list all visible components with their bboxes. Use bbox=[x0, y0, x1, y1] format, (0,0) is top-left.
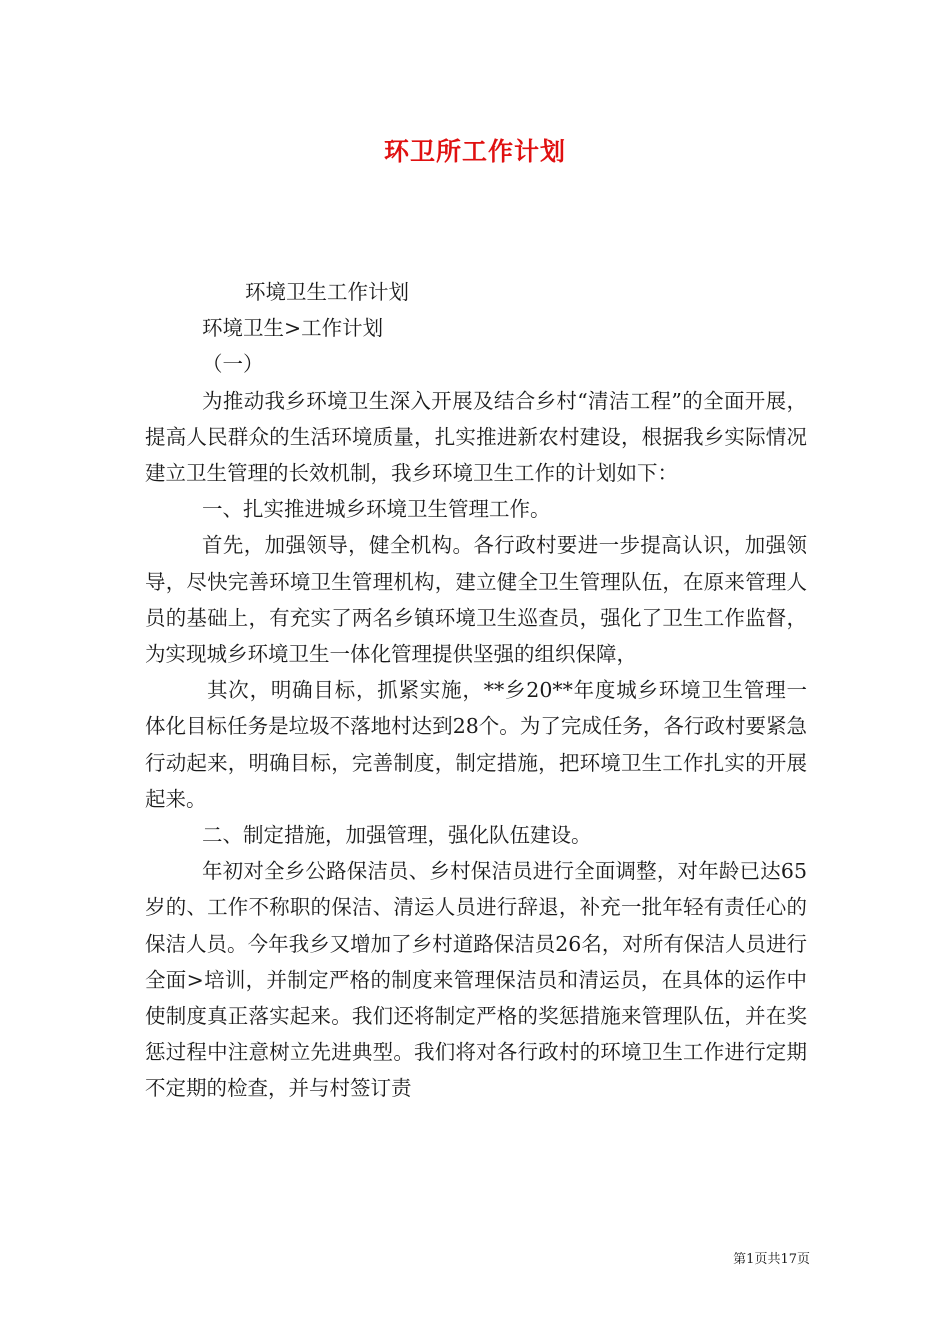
document-title: 环卫所工作计划 bbox=[383, 137, 566, 166]
paragraph-staff: 年初对全乡公路保洁员、乡村保洁员进行全面调整，对年龄已达65岁的、工作不称职的保洁、清运人员进行辞退，补充一批年轻有责任心的保洁人员。今年我乡又增加了乡村道路保洁员26名，对所有保洁人员进行全面>培训，并制定严格的制度来管理保洁员和清运员，在具体的运作中使制度真正落实起来。我们还将制定严格的奖惩措施来管理队伍，并在奖惩过程中注意树立先进典型。我们将对各行政村的环境卫生工作进行定期不定期的检查，并与村签订责 bbox=[145, 859, 807, 1101]
page-number: 第1页共17页 bbox=[733, 1252, 810, 1267]
section-marker: （一） bbox=[202, 352, 264, 377]
paragraph-first: 首先，加强领导，健全机构。各行政村要进一步提高认识，加强领导，尽快完善环境卫生管理机构，建立健全卫生管理队伍，在原来管理人员的基础上，有充实了两名乡镇环境卫生巡查员，强化了卫生工作监督，为实现城乡环境卫生一体化管理提供坚强的组织保障， bbox=[145, 533, 807, 667]
document-body bbox=[145, 274, 807, 1107]
subtitle-line: 环境卫生工作计划 bbox=[245, 280, 409, 304]
section-heading-1: 一、扎实推进城乡环境卫生管理工作。 bbox=[202, 497, 551, 522]
category-line: 环境卫生>工作计划 bbox=[202, 316, 384, 341]
paragraph-second: 其次，明确目标，抓紧实施，**乡20**年度城乡环境卫生管理一体化目标任务是垃圾不落地村达到28个。为了完成任务，各行政村要紧急行动起来，明确目标，完善制度，制定措施，把环境卫生工作扎实的开展起来。 bbox=[145, 678, 807, 811]
intro-paragraph: 为推动我乡环境卫生深入开展及结合乡村“清洁工程”的全面开展，提高人民群众的生活环境质量，扎实推进新农村建设，根据我乡实际情况建立卫生管理的长效机制，我乡环境卫生工作的计划如下： bbox=[145, 388, 807, 486]
section-heading-2: 二、制定措施，加强管理，强化队伍建设。 bbox=[202, 823, 592, 848]
